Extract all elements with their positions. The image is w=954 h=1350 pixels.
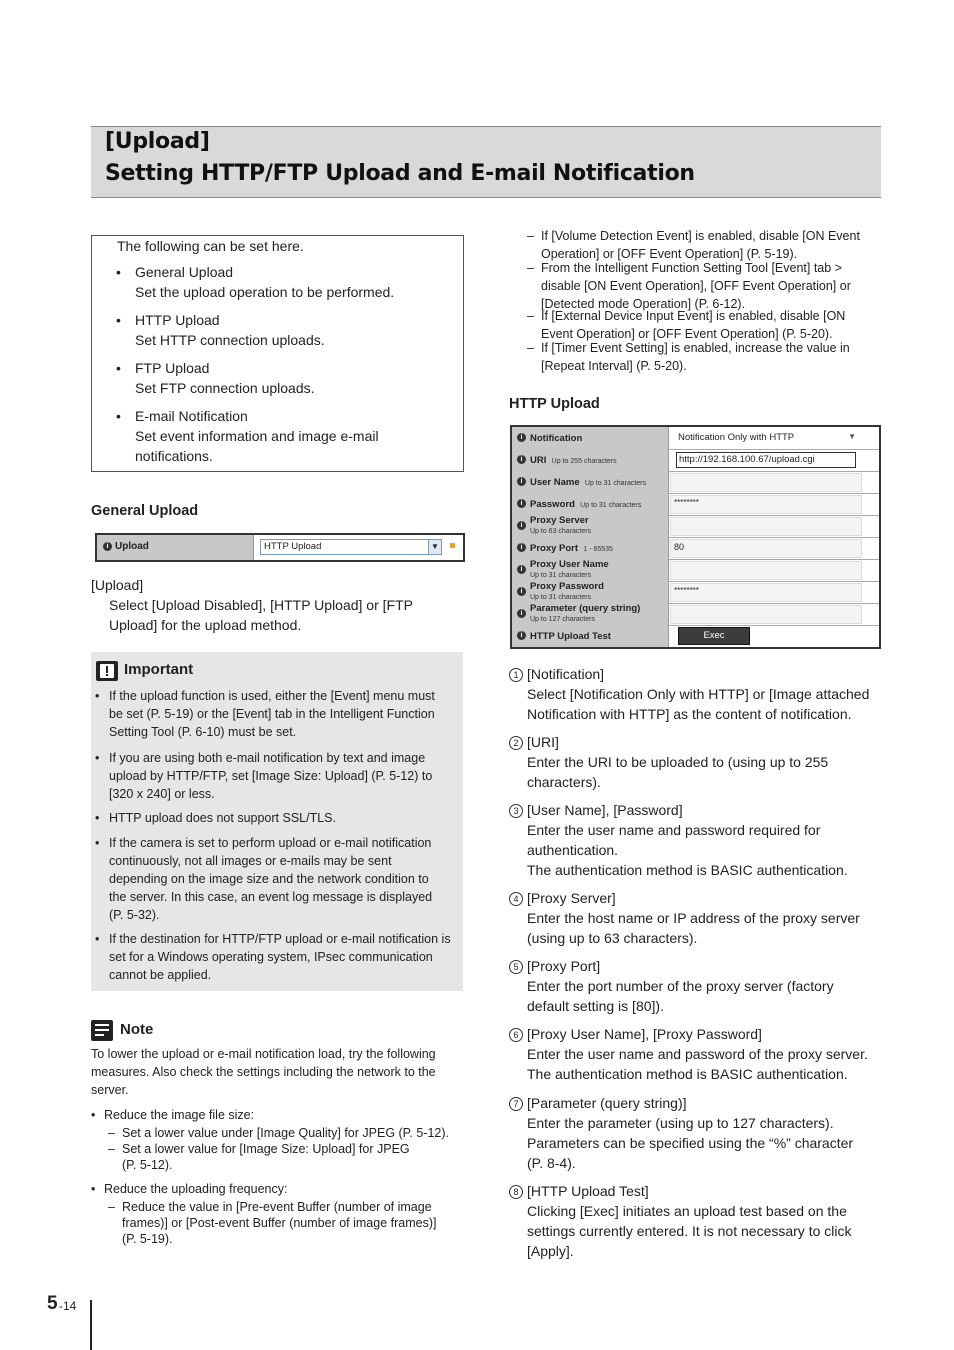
proxy-user-name-input[interactable] (670, 561, 862, 580)
setting-row-user-name (512, 471, 879, 494)
number-badge: 6 (509, 1028, 523, 1042)
chevron-down-icon[interactable]: ▼ (848, 432, 856, 441)
note-sub-item: Set a lower value for [Image Size: Upload] for JPEG (122, 1142, 410, 1156)
numbered-item: 1 [Notification] Select [Notification Only with HTTP] or [Image attached Notification with HTTP] as the content of notification. (509, 664, 881, 724)
number-badge: 5 (509, 960, 523, 974)
http-upload-settings (510, 425, 881, 649)
setting-label: Parameter (query string) Up to 127 characters (530, 603, 641, 623)
dash: – (527, 341, 534, 355)
numbered-item: 8 [HTTP Upload Test] Clicking [Exec] initiates an upload test based on the settings currently entered. It is not necessary to click [Apply]. (509, 1181, 881, 1261)
setting-label: Notification (530, 433, 583, 444)
numbered-item: 4 [Proxy Server] Enter the host name or IP address of the proxy server (using up to 63 characters). (509, 888, 881, 948)
upload-param: [Upload] (91, 577, 144, 593)
note-sub-item: (P. 5-12). (122, 1158, 173, 1172)
intro-item-desc: notifications. (135, 448, 213, 464)
setting-row-proxy-user-name (512, 559, 879, 582)
info-icon: i (517, 521, 526, 530)
page-title: Setting HTTP/FTP Upload and E-mail Notification (105, 161, 695, 186)
info-icon: i (517, 609, 526, 618)
numbered-item: 3 [User Name], [Password] Enter the user name and password required for authentication. The authentication method is BASIC authentication. (509, 800, 881, 880)
upload-label: i Upload (103, 541, 149, 552)
info-icon: i (517, 543, 526, 552)
uri-input[interactable] (676, 452, 856, 468)
important-item: • If you are using both e-mail notification by text and image upload by HTTP/FTP, set [Image Size: Upload] (P. 5-12) to [320 x 240] or less. (95, 751, 433, 801)
info-icon: i (517, 565, 526, 574)
important-item: • If the destination for HTTP/FTP upload or e-mail notification is set for a Windows operating system, IPsec communication cannot be applied. (95, 932, 451, 982)
dash: – (108, 1126, 115, 1140)
upload-desc: Select [Upload Disabled], [HTTP Upload] or [FTP (109, 597, 413, 613)
intro-lead: The following can be set here. (117, 238, 304, 254)
setting-label: URI Up to 255 characters (530, 455, 617, 466)
dash: – (527, 229, 534, 243)
number-badge: 2 (509, 736, 523, 750)
number-badge: 8 (509, 1185, 523, 1199)
upload-select[interactable] (260, 539, 442, 555)
dash: – (108, 1142, 115, 1156)
note-sub-item: Reduce the value in [Pre-event Buffer (number of image (122, 1200, 432, 1214)
setting-label: Proxy Port 1 - 65535 (530, 543, 613, 554)
notification-select[interactable] (676, 431, 858, 444)
proxy-password-value: ******** (674, 586, 699, 595)
intro-item-desc: Set HTTP connection uploads. (135, 332, 325, 348)
password-input[interactable] (670, 495, 862, 514)
important-item: • If the camera is set to perform upload or e-mail notification continuously, not all images or e-mails may be sent depending on the image size and the network condition to the server. In this case, an event log message is displayed (P. 5-32). (95, 836, 433, 922)
info-icon: i (517, 631, 526, 640)
setting-row-parameter (512, 603, 879, 626)
note-bullet-text: Reduce the image file size: (104, 1108, 255, 1122)
setting-row-http-upload-test (512, 625, 879, 647)
password-value: ******** (674, 498, 699, 507)
important-item: • HTTP upload does not support SSL/TLS. (95, 811, 336, 825)
setting-label: Proxy Password Up to 31 characters (530, 581, 604, 601)
required-marker-icon (450, 543, 455, 548)
important-heading: Important (124, 661, 194, 678)
setting-label: Password Up to 31 characters (530, 499, 642, 510)
numbered-item: 7 [Parameter (query string)] Enter the parameter (using up to 127 characters). Parameters can be specified using the “%” character (P. 8-4). (509, 1093, 881, 1173)
proxy-port-input[interactable] (670, 539, 862, 558)
dash: – (108, 1200, 115, 1214)
upload-setting-row (95, 533, 465, 562)
setting-label: Proxy User Name Up to 31 characters (530, 559, 609, 579)
bullet: • (116, 360, 121, 376)
important-box (91, 652, 463, 991)
number-badge: 7 (509, 1097, 523, 1111)
setting-row-proxy-port (512, 537, 879, 560)
info-icon: i (517, 477, 526, 486)
setting-row-proxy-server (512, 515, 879, 538)
number-badge: 3 (509, 804, 523, 818)
important-item: • If the upload function is used, either the [Event] menu must be set (P. 5-19) or the [Event] tab in the Intelligent Function Setting Tool (P. 6-10) must be set. (95, 689, 435, 739)
continued-item: If [Volume Detection Event] is enabled, disable [ON Event Operation] or [OFF Event Operation] (P. 5-19). (541, 229, 860, 261)
upload-desc: Upload] for the upload method. (109, 617, 302, 633)
http-upload-heading: HTTP Upload (509, 396, 600, 412)
intro-item-desc: Set the upload operation to be performed. (135, 284, 395, 300)
note-heading: Note (120, 1021, 154, 1038)
title-line-1: [Upload] (105, 129, 210, 154)
user-name-input[interactable] (670, 473, 862, 492)
proxy-password-input[interactable] (670, 583, 862, 602)
numbered-item: 2 [URI] Enter the URI to be uploaded to (using up to 255 characters). (509, 732, 881, 792)
intro-item-title: HTTP Upload (135, 312, 220, 328)
info-icon: i (517, 587, 526, 596)
dash: – (527, 261, 534, 275)
note-sub-item: frames)] or [Post-event Buffer (number of image frames)] (122, 1216, 437, 1230)
info-icon: i (517, 499, 526, 508)
intro-item-title: FTP Upload (135, 360, 210, 376)
note-bullet: • (91, 1182, 96, 1196)
note-sub-item: Set a lower value under [Image Quality] for JPEG (P. 5-12). (122, 1126, 450, 1140)
setting-row-proxy-password (512, 581, 879, 604)
upload-select-value: HTTP Upload (264, 541, 322, 552)
setting-row-uri (512, 449, 879, 472)
page-number: -14 (59, 1299, 77, 1313)
bullet: • (116, 312, 121, 328)
continued-item: If [Timer Event Setting] is enabled, increase the value in [Repeat Interval] (P. 5-20). (541, 341, 850, 373)
intro-box (91, 235, 464, 472)
intro-item-title: General Upload (135, 264, 234, 280)
setting-label: HTTP Upload Test (530, 631, 611, 642)
exec-button[interactable]: Exec (678, 627, 750, 645)
setting-label: Proxy Server Up to 63 characters (530, 515, 592, 535)
upload-label-cell (97, 535, 254, 560)
number-badge: 4 (509, 892, 523, 906)
parameter-input[interactable] (670, 605, 862, 624)
important-icon (96, 661, 118, 681)
setting-label: User Name Up to 31 characters (530, 477, 647, 488)
continued-item: If [External Device Input Event] is enabled, disable [ON Event Operation] or [OFF Event Operation] (P. 5-20). (541, 309, 846, 341)
proxy-server-input[interactable] (670, 517, 862, 536)
numbered-item: 5 [Proxy Port] Enter the port number of the proxy server (factory default setting is [80]). (509, 956, 881, 1016)
bullet: • (116, 408, 121, 424)
uri-input-value: http://192.168.100.67/upload.cgi (679, 454, 815, 465)
info-icon: i (103, 542, 112, 551)
number-badge: 1 (509, 668, 523, 682)
note-sub-item: (P. 5-19). (122, 1232, 173, 1246)
intro-item-desc: Set event information and image e-mail (135, 428, 379, 444)
numbered-item: 6 [Proxy User Name], [Proxy Password] Enter the user name and password of the proxy server. The authentication method is BASIC authentication. (509, 1024, 881, 1084)
chevron-down-icon[interactable]: ▼ (428, 540, 441, 554)
intro-item-title: E-mail Notification (135, 408, 248, 424)
dash: – (527, 309, 534, 323)
note-bullet: • (91, 1108, 96, 1122)
intro-item-desc: Set FTP connection uploads. (135, 380, 315, 396)
setting-row-notification (512, 427, 879, 450)
note-icon (91, 1020, 113, 1041)
notification-select-value: Notification Only with HTTP (678, 432, 795, 443)
chapter-number: 5 (47, 1293, 58, 1314)
general-upload-heading: General Upload (91, 503, 199, 519)
continued-item: From the Intelligent Function Setting Tool [Event] tab > disable [ON Event Operation], [OFF Event Operation] or [Detected mode Operation] (P. 6-12). (541, 261, 851, 311)
info-icon: i (517, 455, 526, 464)
info-icon: i (517, 433, 526, 442)
page-title-banner (91, 126, 881, 198)
note-bullet-text: Reduce the uploading frequency: (104, 1182, 288, 1196)
proxy-port-value: 80 (674, 542, 685, 552)
note-intro: To lower the upload or e-mail notification load, try the following measures. Also check the settings including the network to the server. (91, 1047, 436, 1097)
bullet: • (116, 264, 121, 280)
setting-row-password (512, 493, 879, 516)
footer-rule (90, 1300, 92, 1350)
